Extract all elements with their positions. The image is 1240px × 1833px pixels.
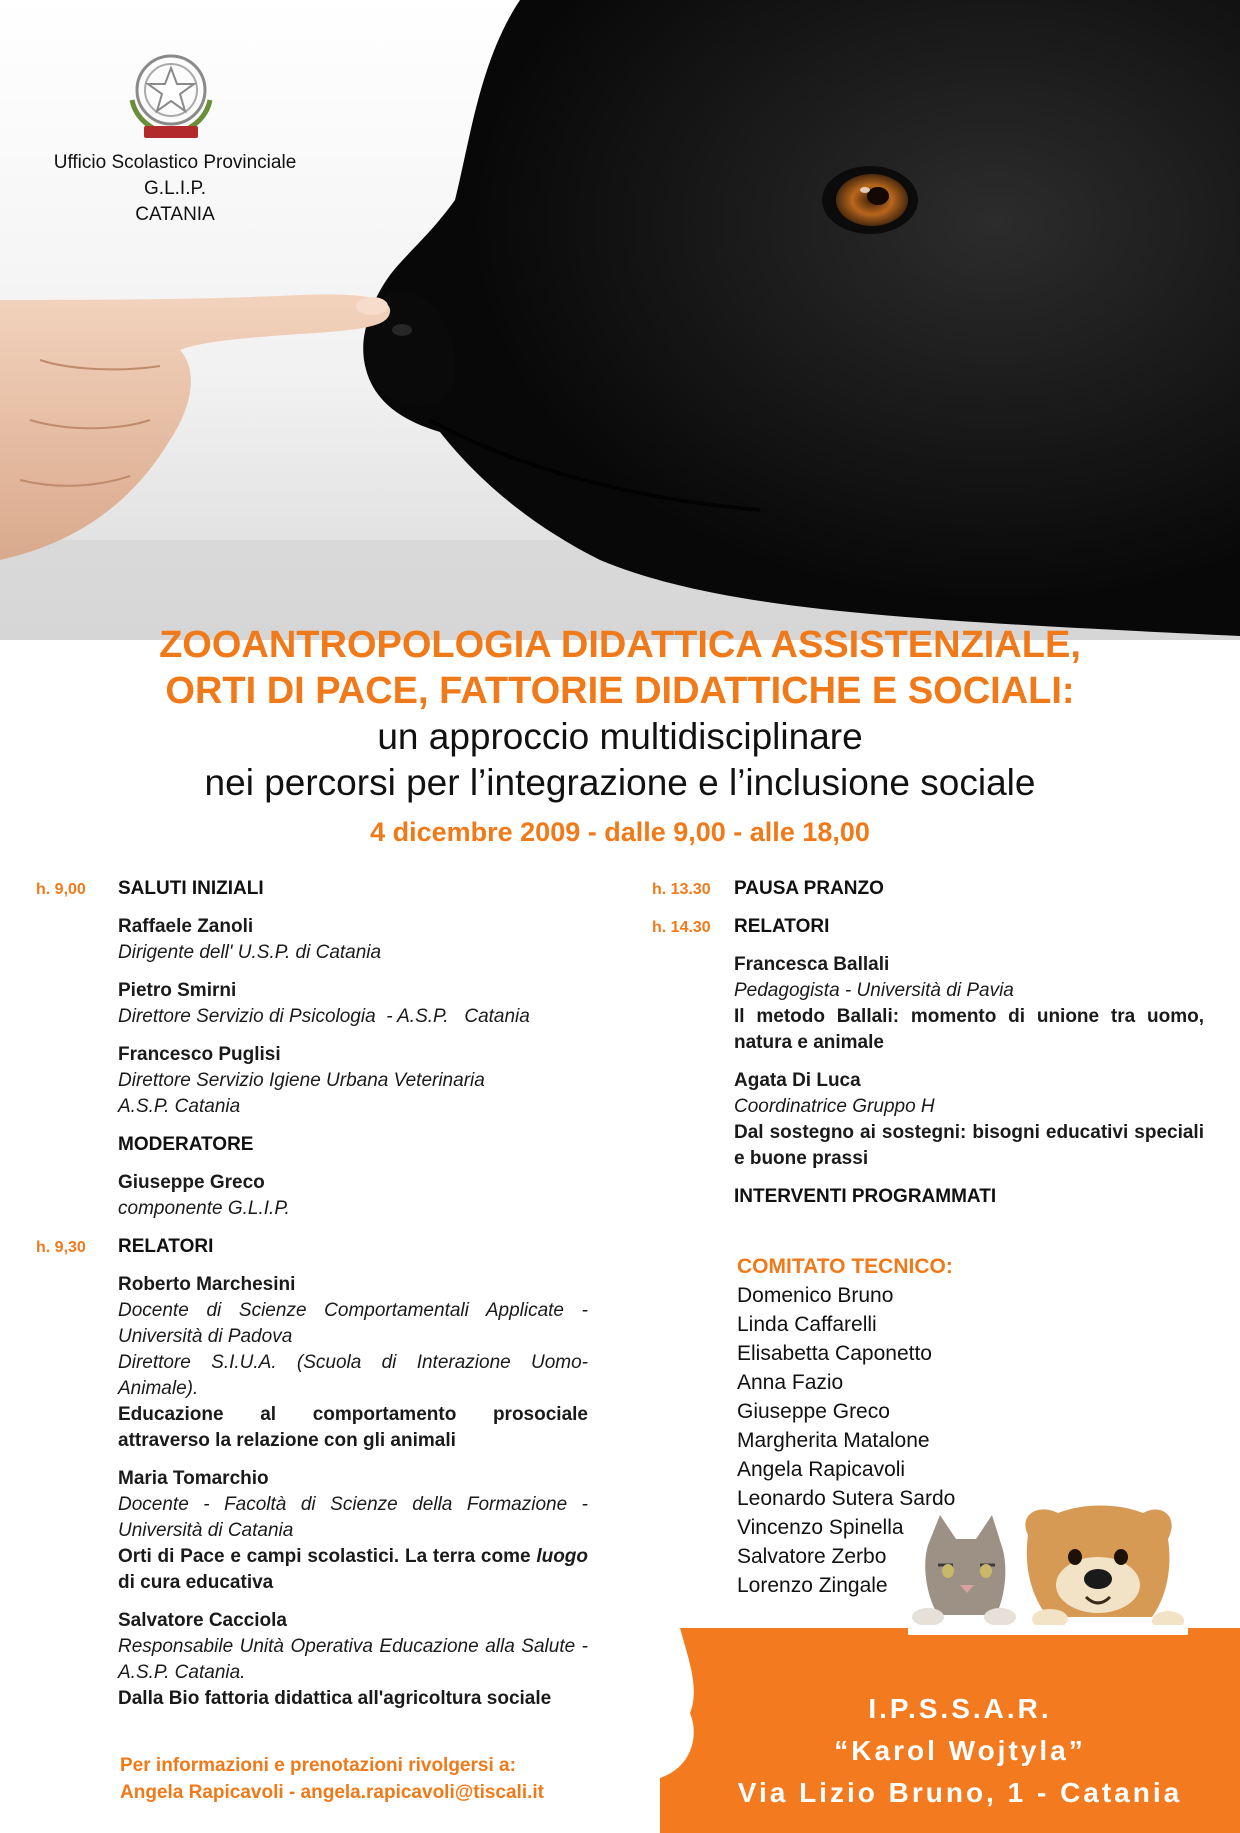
speaker-name: Francesco Puglisi (118, 1044, 281, 1065)
program-right-column (652, 876, 1204, 1222)
committee-member: Giuseppe Greco (737, 1400, 890, 1423)
office-line-2: G.L.I.P. (144, 178, 206, 199)
topic-part: Orti di Pace e campi scolastici. La terra come (118, 1546, 531, 1567)
speaker-name: Agata Di Luca (734, 1070, 861, 1091)
speaker-name: Roberto Marchesini (118, 1274, 296, 1295)
slot-speakers-morning (36, 1234, 588, 1712)
speaker-name: Francesca Ballali (734, 954, 890, 975)
speaker (118, 1466, 588, 1596)
speaker-role: Docente - Facoltà di Scienze della Formazione - Università di Catania (118, 1494, 588, 1541)
committee-member: Angela Rapicavoli (737, 1458, 906, 1481)
slot-time: h. 9,00 (36, 881, 86, 898)
slot-heading: SALUTI INIZIALI (118, 878, 264, 899)
speaker (118, 914, 588, 966)
committee-member: Margherita Matalone (737, 1429, 930, 1452)
speaker-role: Coordinatrice Gruppo H (734, 1096, 935, 1117)
contact-line-1: Per informazioni e prenotazioni rivolgersi a: (120, 1755, 516, 1776)
office-heading (20, 150, 330, 228)
speaker-role: Responsabile Unità Operativa Educazione alla Salute - A.S.P. Catania. (118, 1636, 588, 1683)
speaker-role: Direttore S.I.U.A. (Scuola di Interazione Uomo-Animale). (118, 1352, 588, 1399)
italian-republic-emblem (118, 40, 224, 146)
slot-heading: PAUSA PRANZO (734, 878, 884, 899)
slot-greetings (36, 876, 588, 1222)
speaker-role: Direttore Servizio Igiene Urbana Veterinaria (118, 1070, 485, 1091)
program-left-column (36, 876, 588, 1724)
slot-speakers-afternoon (652, 914, 1204, 1210)
slot-heading: RELATORI (118, 1236, 214, 1257)
speaker (734, 952, 1204, 1056)
subtitle-line-2: nei percorsi per l’integrazione e l’inclusione sociale (204, 762, 1036, 803)
speaker (118, 1608, 588, 1712)
speaker-role: A.S.P. Catania (118, 1096, 241, 1117)
school-street: Via Lizio Bruno, 1 - Catania (737, 1777, 1183, 1808)
speaker (734, 1068, 1204, 1172)
slot-time: h. 14.30 (652, 919, 711, 936)
speaker-topic: Dal sostegno ai sostegni: bisogni educativi speciali e buone prassi (734, 1122, 1204, 1169)
speaker-name: Pietro Smirni (118, 980, 237, 1001)
moderator-heading: MODERATORE (118, 1134, 254, 1155)
speaker-topic: Il metodo Ballali: momento di unione tra uomo, natura e animale (734, 1006, 1204, 1053)
contact-line-2[interactable]: Angela Rapicavoli - angela.rapicavoli@tiscali.it (120, 1782, 545, 1803)
main-title-line-1: ZOOANTROPOLOGIA DIDATTICA ASSISTENZIALE, (159, 624, 1081, 666)
school-acronym: I.P.S.S.A.R. (868, 1693, 1052, 1724)
committee-member: Lorenzo Zingale (737, 1574, 888, 1597)
speaker-topic (118, 1544, 588, 1596)
speaker-name: Maria Tomarchio (118, 1468, 269, 1489)
slot-lunch (652, 876, 1204, 902)
pets-illustration (868, 1505, 1188, 1635)
committee-title: COMITATO TECNICO: (737, 1255, 953, 1278)
speaker (118, 1042, 588, 1120)
speaker (118, 1170, 588, 1222)
office-line-3: CATANIA (135, 204, 215, 225)
title-block (0, 622, 1240, 852)
committee-member: Salvatore Zerbo (737, 1545, 887, 1568)
school-name: “Karol Wojtyla” (834, 1735, 1086, 1766)
slot-time: h. 13.30 (652, 881, 711, 898)
committee-member: Anna Fazio (737, 1371, 844, 1394)
slot-time: h. 9,30 (36, 1239, 86, 1256)
topic-part: luogo (536, 1546, 589, 1567)
main-title-line-2: ORTI DI PACE, FATTORIE DIDATTICHE E SOCIALI: (165, 670, 1075, 712)
speaker-role: Docente di Scienze Comportamentali Applicate - Università di Padova (118, 1300, 588, 1347)
committee-member: Domenico Bruno (737, 1284, 894, 1307)
committee-member: Linda Caffarelli (737, 1313, 877, 1336)
speaker-topic: Dalla Bio fattoria didattica all'agricoltura sociale (118, 1688, 552, 1709)
speaker-role: Pedagogista - Università di Pavia (734, 980, 1014, 1001)
event-date: 4 dicembre 2009 - dalle 9,00 - alle 18,00 (370, 817, 870, 847)
committee-member: Leonardo Sutera Sardo (737, 1487, 956, 1510)
speaker (118, 1272, 588, 1454)
contact-info (120, 1752, 640, 1806)
subtitle-line-1: un approccio multidisciplinare (377, 716, 863, 757)
office-line-1: Ufficio Scolastico Provinciale (53, 152, 297, 173)
speaker-role: componente G.L.I.P. (118, 1198, 290, 1219)
speaker-role: Direttore Servizio di Psicologia - A.S.P. Catania (118, 1006, 530, 1027)
topic-part: di cura educativa (118, 1572, 274, 1593)
slot-heading: RELATORI (734, 916, 830, 937)
speaker-name: Raffaele Zanoli (118, 916, 254, 937)
interventions-heading: INTERVENTI PROGRAMMATI (734, 1186, 997, 1207)
speaker (118, 978, 588, 1030)
committee-member: Elisabetta Caponetto (737, 1342, 932, 1365)
speaker-name: Salvatore Cacciola (118, 1610, 287, 1631)
emblem-icon (118, 40, 224, 146)
speaker-name: Giuseppe Greco (118, 1172, 265, 1193)
speaker-topic: Educazione al comportamento prosociale attraverso la relazione con gli animali (118, 1404, 588, 1451)
cat-and-dog-image (868, 1505, 1188, 1635)
speaker-role: Dirigente dell' U.S.P. di Catania (118, 942, 382, 963)
committee-member: Vincenzo Spinella (737, 1516, 904, 1539)
school-address (700, 1688, 1220, 1814)
